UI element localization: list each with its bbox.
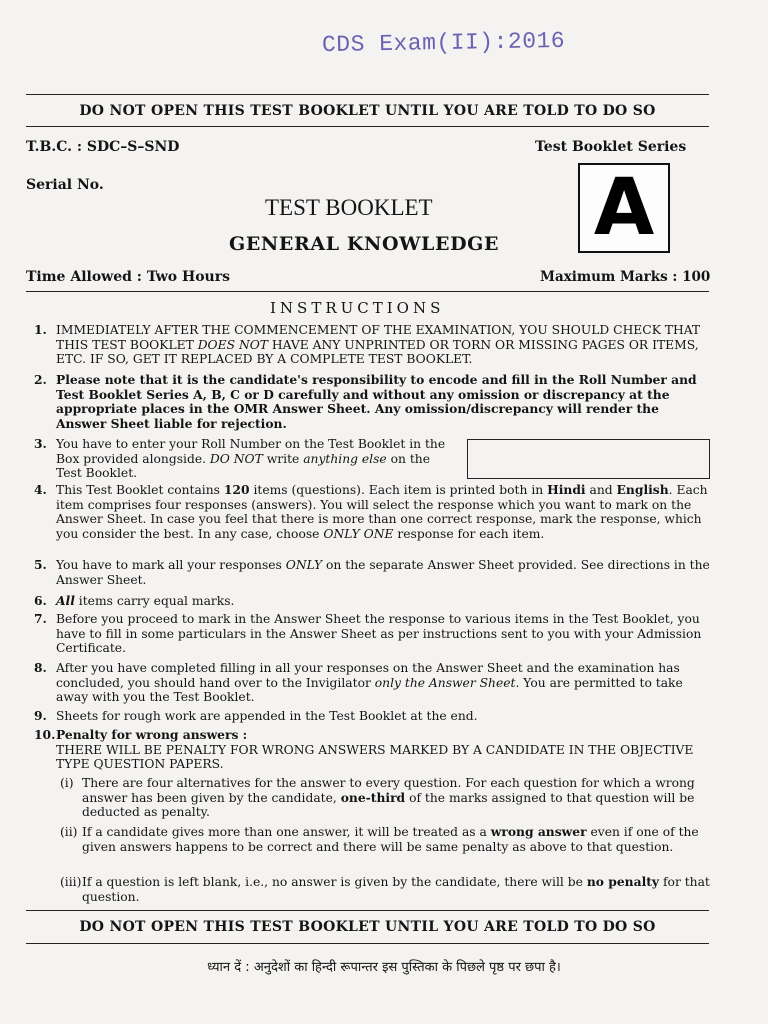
booklet-title: TEST BOOKLET [265,195,433,220]
bottom-rule-top [26,910,709,911]
instruction-item-6: 6. All items carry equal marks. [34,593,235,608]
instruction-item-3: 3. You have to enter your Roll Number on the Test Booklet in the Box provided alongside. DO NOT write anything else on the Test Booklet. [34,436,446,480]
bottom-rule [26,943,709,944]
time-allowed: Time Allowed : Two Hours [26,269,230,285]
instruction-item-7: 7. Before you proceed to mark in the Answer Sheet the response to various items in the Test Booklet, you have to fill in some particulars in the Answer Sheet as per instructions sent to you with your Admission Certificate. [34,611,702,655]
series-letter-box: A [578,163,670,253]
max-marks: Maximum Marks : 100 [540,269,711,285]
instructions-heading: INSTRUCTIONS [270,299,445,317]
instruction-item-4: 4. This Test Booklet contains 120 items (questions). Each item is printed both in Hindi and English. Each item comprises four responses (answers). You will select the response which you want to mark on the Answer Sheet. In case you feel that there is more than one correct response, mark the response, which you consider the best. In any case, choose ONLY ONE response for each item. [34,482,708,541]
warning-top: DO NOT OPEN THIS TEST BOOKLET UNTIL YOU ARE TOLD TO DO SO [79,103,656,119]
top-rule [26,94,709,95]
instruction-item-9: 9. Sheets for rough work are appended in the Test Booklet at the end. [34,708,478,723]
instruction-item-8: 8. After you have completed filling in all your responses on the Answer Sheet and the examination has concluded, you should hand over to the Invigilator only the Answer Sheet. You are permitted to take away with you the Test Booklet. [34,660,683,704]
penalty-statement: THERE WILL BE PENALTY FOR WRONG ANSWERS MARKED BY A CANDIDATE IN THE OBJECTIVE TYPE QUESTION PAPERS. [56,742,694,771]
instruction-item-2: 2. Please note that it is the candidate's responsibility to encode and fill in the Roll Number and Test Booklet Series A, B, C or D carefully and without any omission or discrepancy at the appropriate places in the OMR Answer Sheet. Any omission/discrepancy will render the Answer Sheet liable for rejection. [34,372,697,431]
series-label: Test Booklet Series [535,139,687,155]
exam-stamp: CDS Exam(II):2016 [321,27,566,59]
instruction-item-5: 5. You have to mark all your responses ONLY on the separate Answer Sheet provided. See directions in the Answer Sheet. [34,557,710,587]
header-rule [26,291,709,292]
serial-label: Serial No. [26,177,104,193]
roll-number-box[interactable] [467,439,710,479]
subject-title: GENERAL KNOWLEDGE [229,233,500,255]
warning-rule [26,126,709,127]
hindi-note: ध्यान दें : अनुदेशों का हिन्दी रूपान्तर इस पुस्तिका के पिछले पृष्ठ पर छपा है। [207,960,561,975]
penalty-item-iii: (iii) If a question is left blank, i.e., no answer is given by the candidate, there will be no penalty for that question. [60,874,710,904]
instruction-item-1: 1. IMMEDIATELY AFTER THE COMMENCEMENT OF THE EXAMINATION, YOU SHOULD CHECK THAT THIS TEST BOOKLET DOES NOT HAVE ANY UNPRINTED OR TORN OR MISSING PAGES OR ITEMS, ETC. IF SO, GET IT REPLACED BY A COMPLETE TEST BOOKLET. [34,322,701,366]
penalty-heading: Penalty for wrong answers : [56,727,248,742]
penalty-item-i: (i) There are four alternatives for the answer to every question. For each question for which a wrong answer has been given by the candidate, one-third of the marks assigned to that question will be deducted as penalty. [60,776,695,819]
instruction-item-10: 10. Penalty for wrong answers : THERE WILL BE PENALTY FOR WRONG ANSWERS MARKED BY A CANDIDATE IN THE OBJECTIVE TYPE QUESTION PAPERS. [56,728,712,772]
penalty-item-ii: (ii) If a candidate gives more than one answer, it will be treated as a wrong answer even if one of the given answers happens to be correct and there will be same penalty as above to that question. [60,824,699,854]
warning-bottom: DO NOT OPEN THIS TEST BOOKLET UNTIL YOU ARE TOLD TO DO SO [79,919,656,935]
tbc-code: T.B.C. : SDC–S–SND [26,139,180,155]
